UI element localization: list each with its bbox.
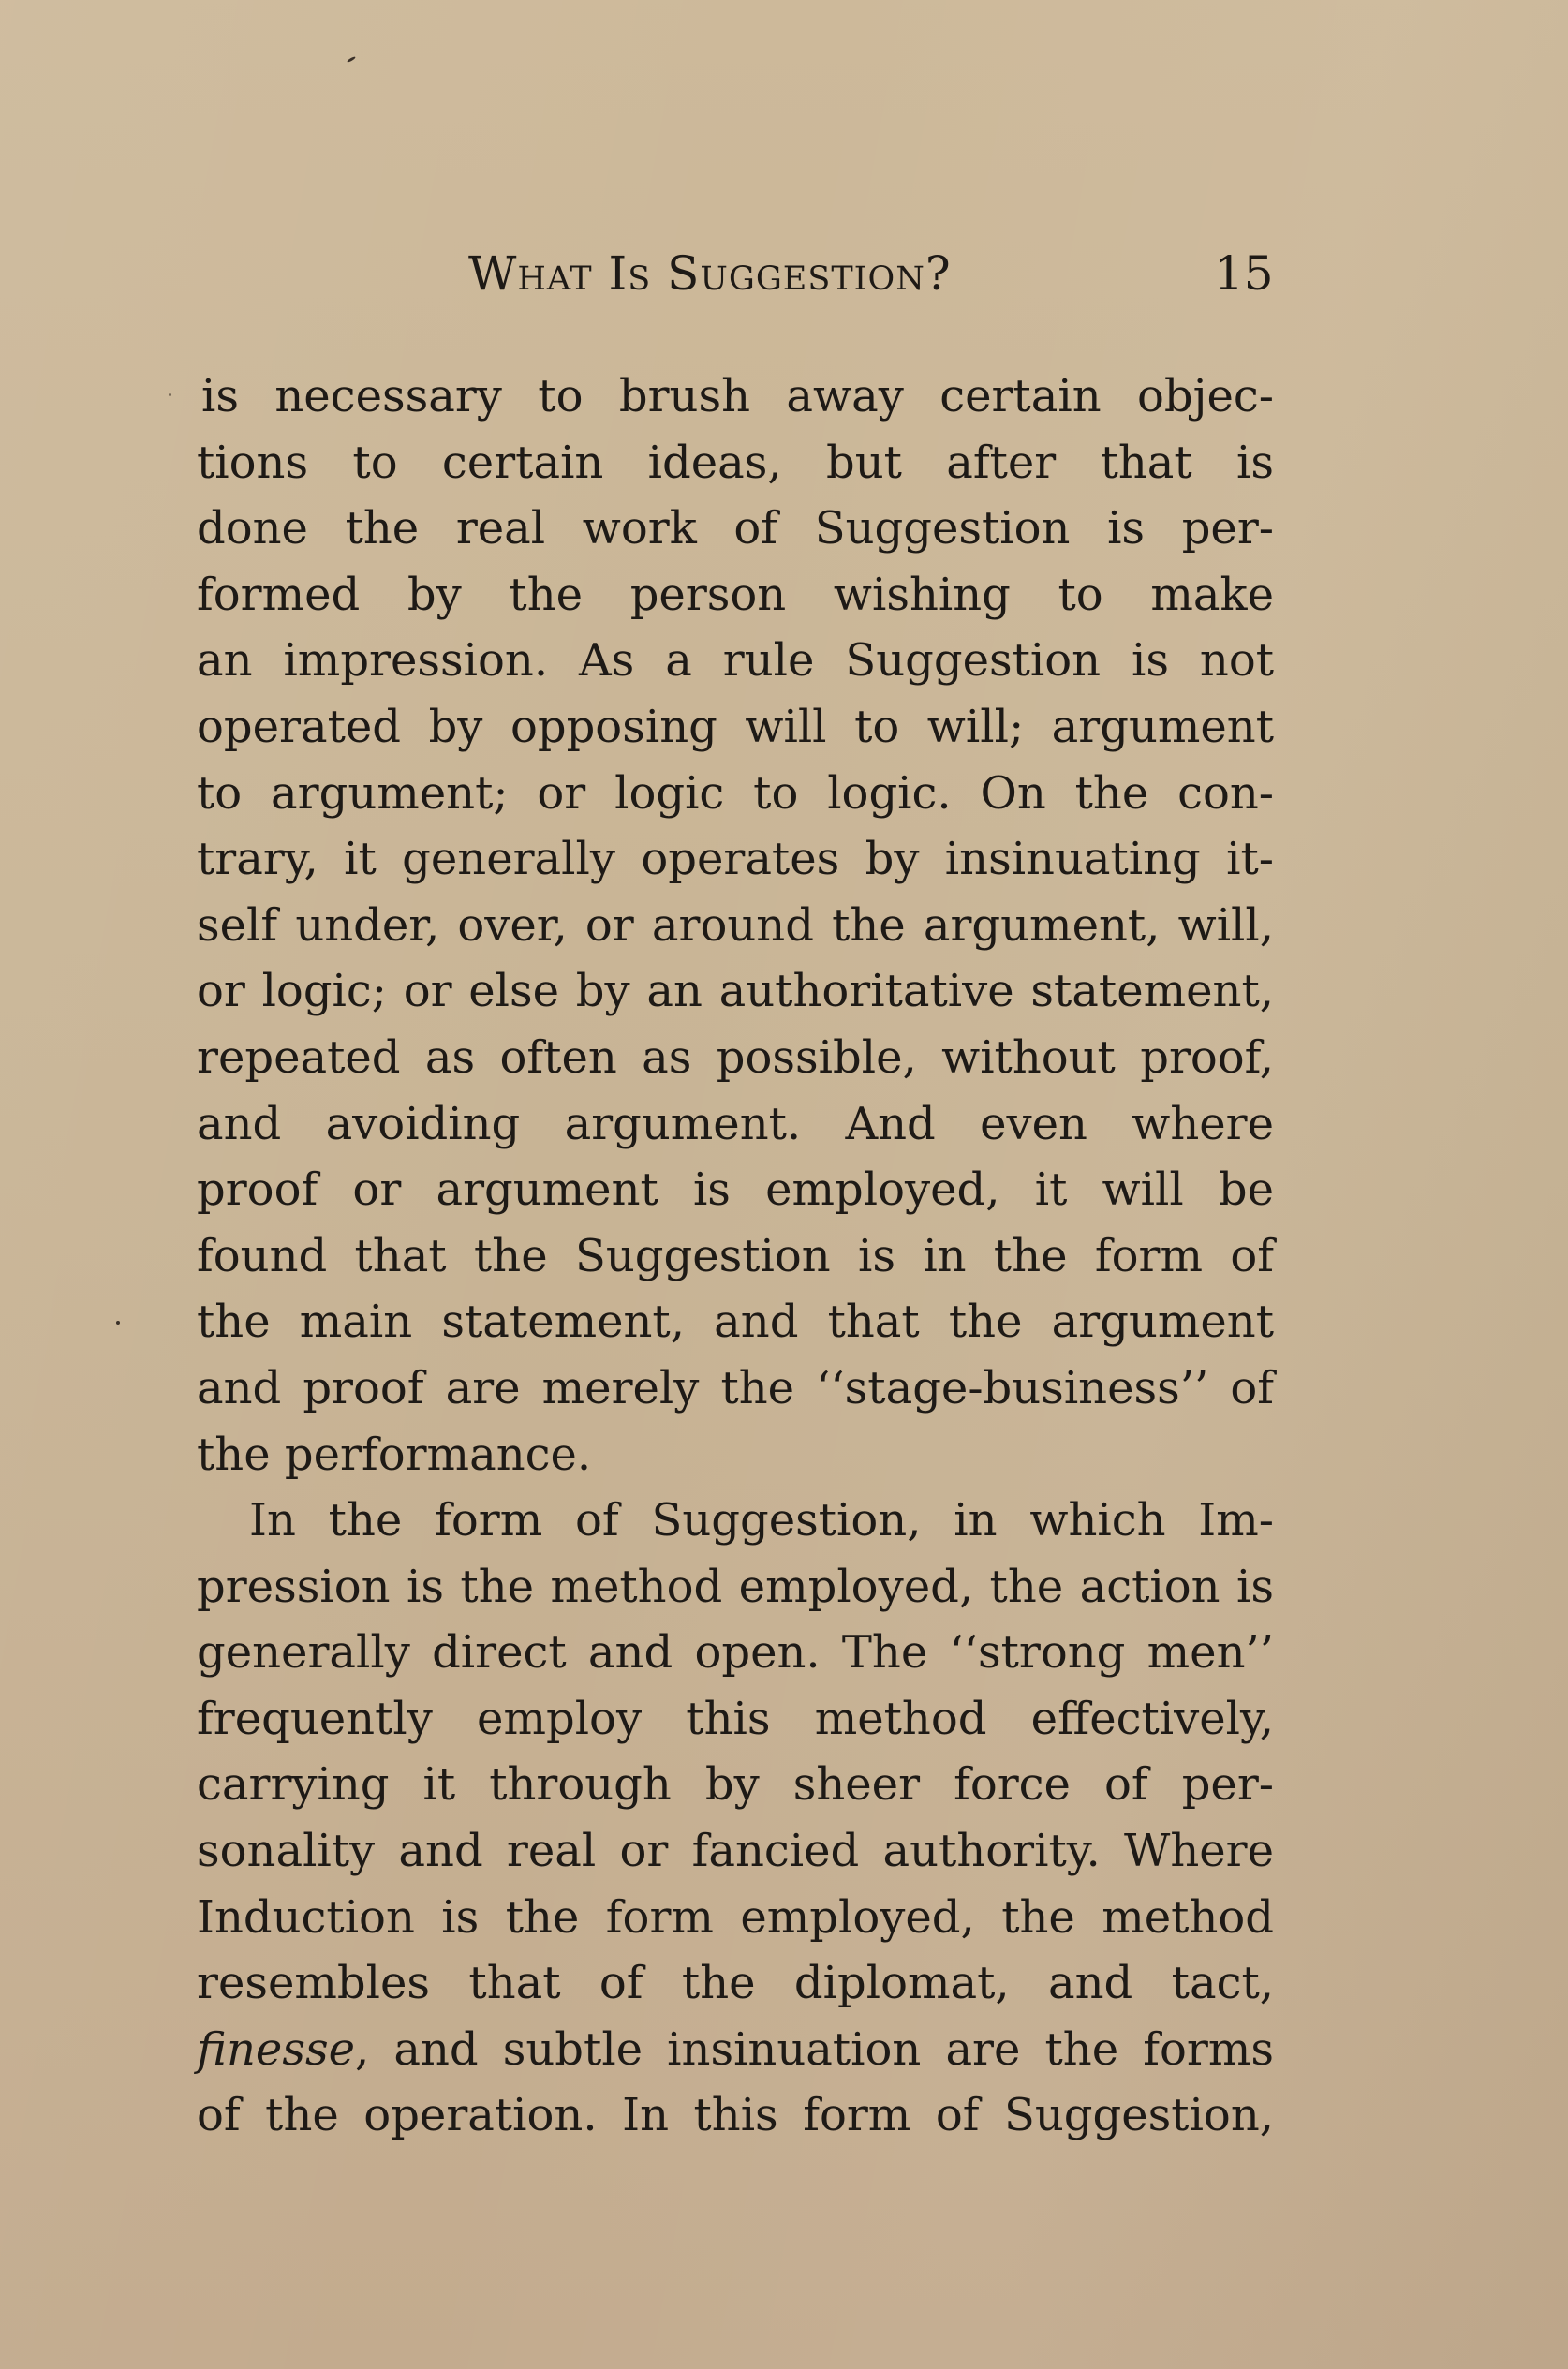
text-line-rest: , and subtle insinuation are the forms [355,2022,1274,2076]
page-number: 15 [1214,246,1274,301]
text-line: generally direct and open. The ‘‘strong men’’ [197,1626,1274,1680]
text-line: of the operation. In this form of Suggestion, [197,2089,1274,2142]
text-line: trary, it generally operates by insinuating it- [197,833,1274,886]
text-line: to argument; or logic to logic. On the con- [197,766,1274,820]
text-line: carrying it through by sheer force of per- [197,1758,1274,1812]
text-line-with-italic [197,2017,1274,2083]
text-line: resembles that of the diplomat, and tact, [197,1957,1274,2010]
paragraph-start-line: In the form of Suggestion, in which Im- [249,1494,1274,1547]
italic-word: finesse [197,2022,356,2076]
text-line: done the real work of Suggestion is per- [197,502,1274,555]
body-text [197,363,1274,2149]
text-line: pression is the method employed, the action is [197,1560,1274,1613]
paper-speck [116,1321,120,1325]
text-line: formed by the person wishing to make [197,568,1274,621]
paragraph-end-line: the performance. [197,1428,592,1481]
text-line: tions to certain ideas, but after that is [197,436,1274,489]
text-line: or logic; or else by an authoritative statement, [197,965,1274,1018]
paper-speck [347,56,356,64]
text-line: repeated as often as possible, without proof, [197,1030,1274,1084]
paper-speck [169,393,171,396]
text-line: sonality and real or fancied authority. Where [197,1825,1274,1878]
text-line: and proof are merely the ‘‘stage-business’’ of [197,1361,1274,1414]
text-line: Induction is the form employed, the method [197,1890,1274,1944]
text-line: and avoiding argument. And even where [197,1097,1274,1150]
text-line: self under, over, or around the argument, will, [197,898,1274,952]
text-line: an impression. As a rule Suggestion is not [197,634,1274,688]
text-line: operated by opposing will to will; argument [197,700,1274,753]
text-line: is necessary to brush away certain objec- [201,370,1274,422]
text-line: the main statement, and that the argument [197,1296,1274,1349]
text-line: frequently employ this method effectively, [197,1692,1274,1745]
text-line: proof or argument is employed, it will be [197,1163,1274,1217]
running-head-title: What Is Suggestion? [468,246,952,301]
text-line: found that the Suggestion is in the form of [197,1229,1274,1282]
